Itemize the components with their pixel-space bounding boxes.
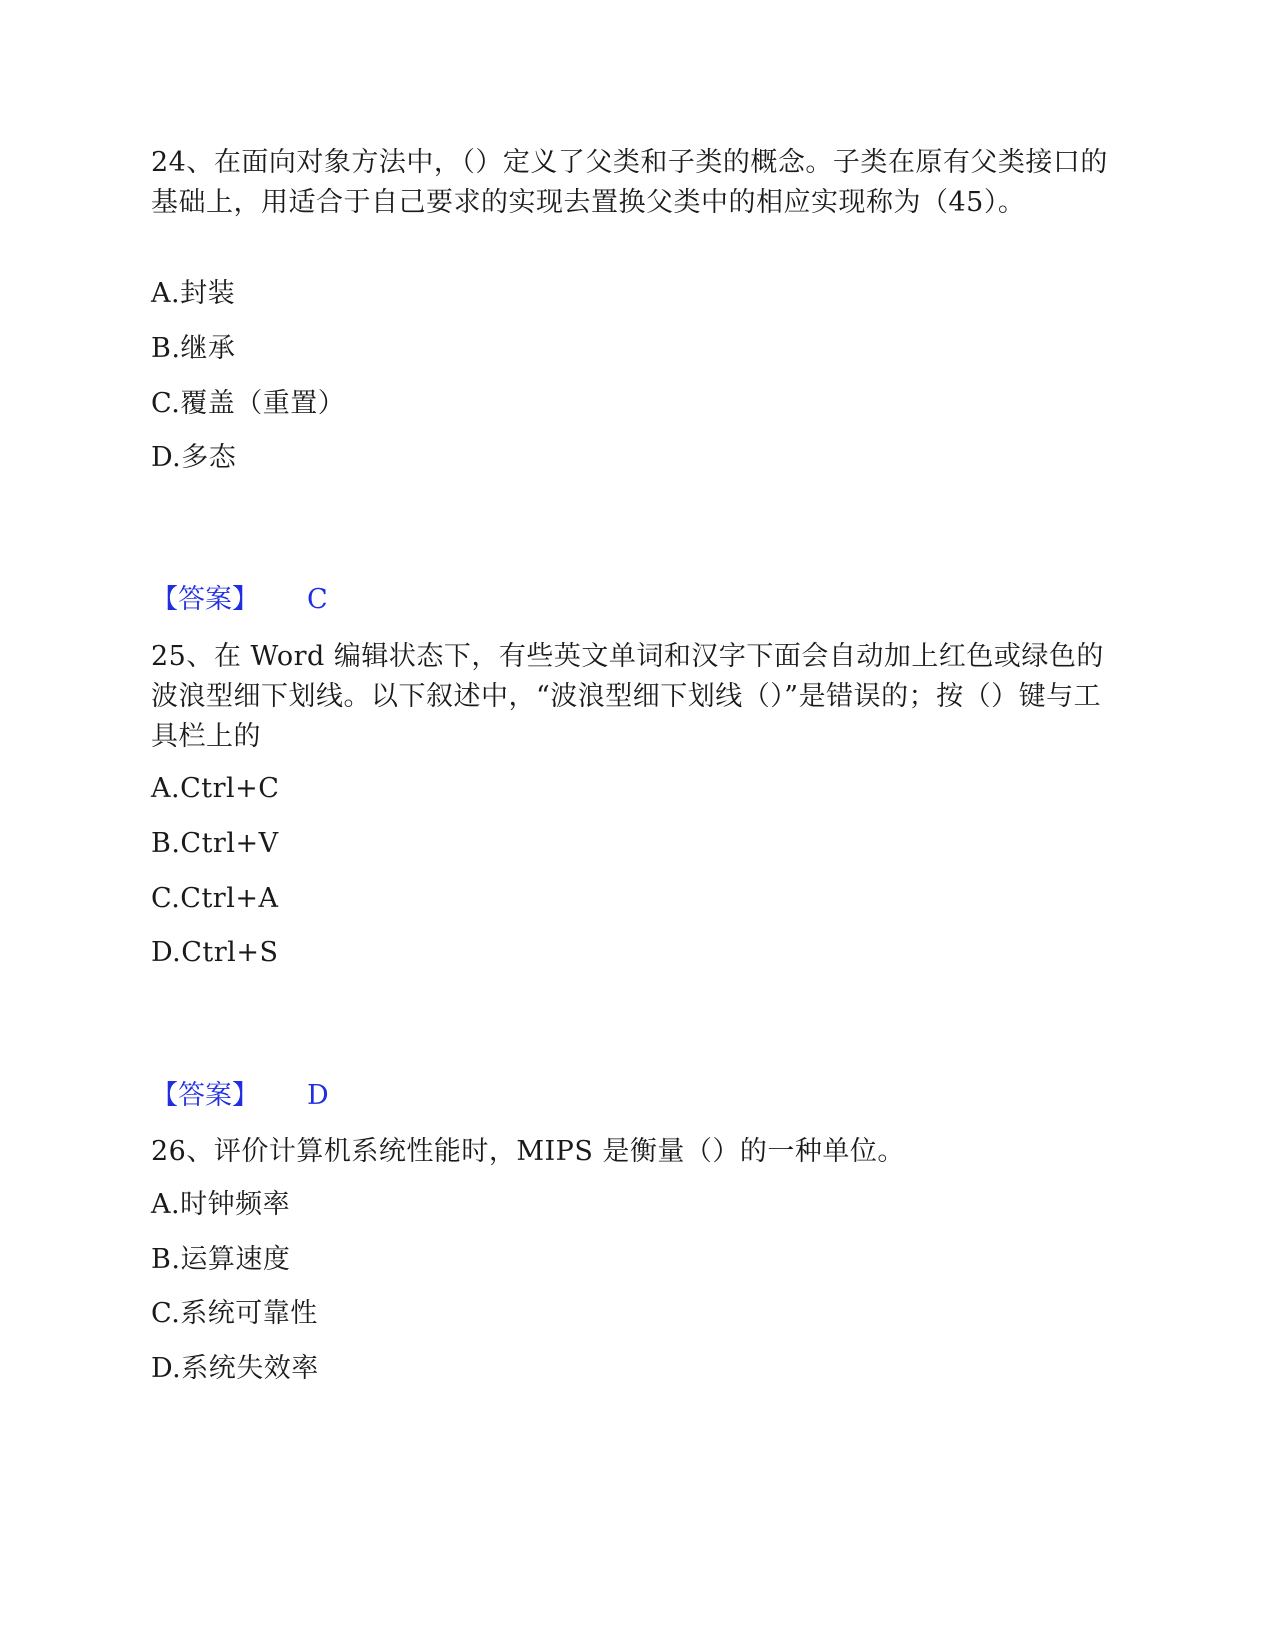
question-25-option-d: D.Ctrl+S (151, 937, 279, 968)
answer-value: C (307, 584, 328, 615)
question-25-option-c: C.Ctrl+A (151, 883, 279, 914)
question-24-answer (151, 582, 328, 618)
answer-label: 【答案】 (151, 1080, 259, 1111)
question-25-text: 25、在 Word 编辑状态下，有些英文单词和汉字下面会自动加上红色或绿色的波浪型细下划线。以下叙述中，“波浪型细下划线（）”是错误的；按（）键与工具栏上的 (151, 641, 1104, 752)
question-26-option-a: A.时钟频率 (151, 1189, 291, 1220)
question-24-text: 24、在面向对象方法中，（）定义了父类和子类的概念。子类在原有父类接口的基础上，用适合于自己要求的实现去置换父类中的相应实现称为（45）。 (151, 147, 1108, 218)
question-25-answer (151, 1078, 329, 1114)
answer-label: 【答案】 (151, 584, 259, 615)
question-24-option-b: B.继承 (151, 333, 236, 364)
answer-value: D (307, 1080, 329, 1111)
question-25-option-b: B.Ctrl+V (151, 828, 279, 859)
question-25-option-a: A.Ctrl+C (151, 773, 280, 804)
question-26-option-d: D.系统失效率 (151, 1353, 319, 1384)
question-24-option-c: C.覆盖（重置） (151, 388, 346, 419)
question-26-option-c: C.系统可靠性 (151, 1298, 318, 1329)
question-24-option-d: D.多态 (151, 442, 237, 473)
question-26-option-b: B.运算速度 (151, 1244, 291, 1275)
question-26-text: 26、评价计算机系统性能时，MIPS 是衡量（）的一种单位。 (151, 1136, 905, 1167)
question-24-option-a: A.封装 (151, 278, 236, 309)
